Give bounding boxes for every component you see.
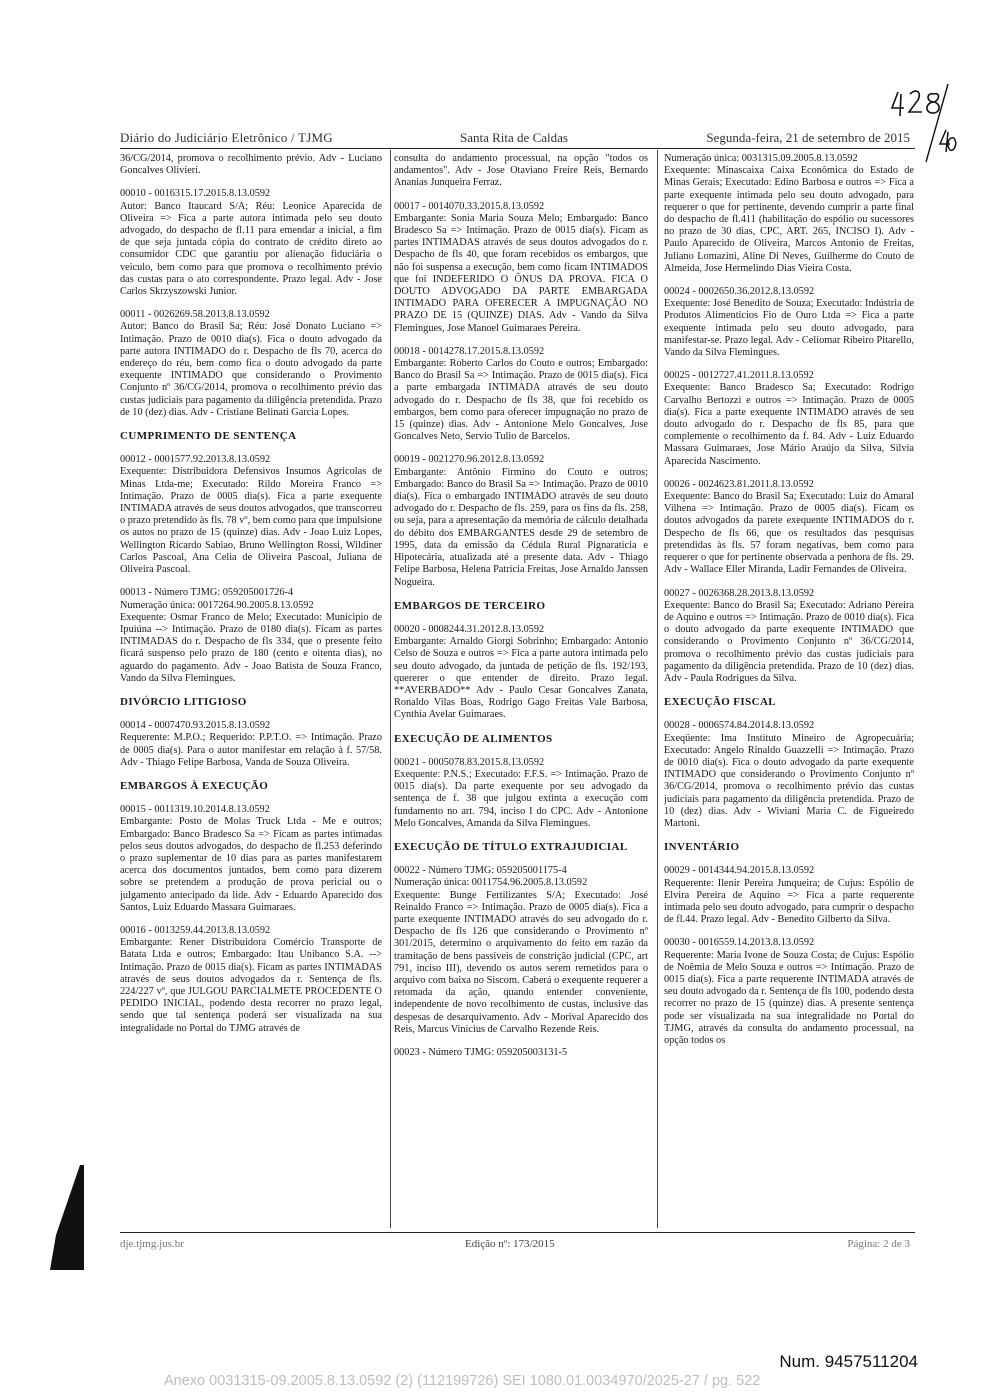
annex-reference: Anexo 0031315-09.2005.8.13.0592 (2) (112199726) SEI 1080.01.0034970/2025-27 / pg. 522 xyxy=(164,1373,761,1389)
notice-entry: 00028 - 0006574.84.2014.8.13.0592 Exeqüente: Ima Instituto Mineiro de Agropecuária; Executado: Angelo Rinaldo Guazzelli => Intimação. Prazo de 0010 dia(s). Fica o douto advogado da parte exequente INTIMADO que considerando o Provimento Conjunto nº 36/CG/2014, promova o recolhimento prévio das custas judiciais para pagamento da diligência pretendida. Prazo de 10 (dez) dias. Adv - Wiviani Maria C. de Figueiredo Martoni. xyxy=(664,720,914,829)
comarca-name: Santa Rita de Caldas xyxy=(460,130,568,145)
section-heading: INVENTÁRIO xyxy=(664,841,740,854)
column-divider xyxy=(390,150,391,1228)
section-heading: EXECUÇÃO DE TÍTULO EXTRAJUDICIAL xyxy=(394,840,628,853)
notice-entry: 00025 - 0012727.41.2011.8.13.0592 Exequente: Banco Bradesco Sa; Executado: Rodrigo Carvalho Bertozzi e outros => Intimação. Prazo de 0005 dia(s). Fica a parte exequente INTIMADO através de seu douto advogado do r. Despacho de fls 85, para que complemente o recolhimento da f. 84. Adv - Luiz Eduardo Massara Guimaraes, Jose Mário Araújo da Silva, Silvia Aparecida Nascimento. xyxy=(664,370,914,467)
notice-entry: 00018 - 0014278.17.2015.8.13.0592 Embargante: Roberto Carlos do Couto e outros; Embargado: Banco do Brasil Sa => Intimação. Prazo de 0015 dia(s). Fica a parte embargada INTIMADA através de seu douto advogado do r. Despacho de fls 38, que foi recebido os embargos, bem como para oferecer impugnação no prazo de 15 (quinze) dias. Adv - Antonione Melo Goncalves, Jose Goncalves Neto, Servio Tulio de Barcelos. xyxy=(394,345,648,443)
section-heading: EMBARGOS DE TERCEIRO xyxy=(394,599,546,612)
section-heading: CUMPRIMENTO DE SENTENÇA xyxy=(120,430,297,443)
notice-entry: 00010 - 0016315.17.2015.8.13.0592 Autor: Banco Itaucard S/A; Réu: Leonice Aparecida de Oliveira => Fica a parte autora intimada pelo seu douto advogado, do despacho de fl.11 para emendar a inicial, a fim de que seja juntada cópia do contrato de crédito direto ao consumidor CDC que garantiu por alienação fiduciária o veiculo, bem como para que promova o recolhimento prévio das custas para o ato correspondente. Prazo legal. Adv - Jose Carlos Skrzyszowski Junior. xyxy=(120,188,382,298)
notice-entry: 00012 - 0001577.92.2013.8.13.0592 Exequente: Distribuidora Defensivos Insumos Agricolas de Minas Ltda-me; Executado: Rildo Moreira Franco => Intimação. Prazo de 0005 dia(s). Fica a parte exequente INTIMADA através de seus doutos advogados, que transcorreu o prazo pretendido às fls. 78 vº, bem como para que impulsione os autos no prazo de 15 (quinze) dias. Adv - Joao Luiz Lopes, Wellington Ricardo Sabiao, Bruno Wellington Rossi, Wildiner Carlos Pascoal, Ana Celia de Oliveira Pascoal, Juliana de Oliveira Pascoal. xyxy=(120,454,382,576)
notice-entry: consulta do andamento processual, na opção "todos os andamentos". Adv - Jose Otaviano Freire Reis, Bernardo Ananias Junqueira Ferraz. xyxy=(394,153,648,189)
notice-entry: 00026 - 0024623.81.2011.8.13.0592 Exequente: Banco do Brasil Sa; Executado: Luiz do Amaral Vilhena => Intimação. Prazo de 0005 dia(s). Ficam os doutos advogados da parete exequente INTIMADOS do r. Despecho de fls 66, que os resultados das pesquisas pretendidas às fls. 57 foram negativas, bem como para requerer o que for pertinente observada a penhora de fls. 29. Adv - Wallace Eller Miranda, Ladir Fernandes de Oliveira. xyxy=(664,478,914,576)
notice-entry: 00014 - 0007470.93.2015.8.13.0592 Requerente: M.P.O.; Requerido: P.P.T.O. => Intimação. Prazo de 0005 dia(s). Para o autor manifestar em relação à f. 57/58. Adv - Thiago Felipe Barbosa, Vanda de Souza Oliveira. xyxy=(120,720,382,768)
scan-edge-mark xyxy=(50,1165,84,1270)
notice-entry: 00023 - Número TJMG: 059205003131-5 xyxy=(394,1047,568,1058)
notice-entry: 00027 - 0026368.28.2013.8.13.0592 Exequente: Banco do Brasil Sa; Executado: Adriano Pereira de Aquino e outros => Intimação. Prazo de 0010 dia(s). Fica o douto advogado da parte exequente INTIMADO que considerando o Provimento Conjunto nº 36/CG/2014, promova o recolhimento prévio das custas judiciais para pagamento da diligência pretendida. Prazo de 10 (dez) dias. Adv - Paula Rodrigues da Silva. xyxy=(664,587,914,684)
notice-entry: 00024 - 0002650.36.2012.8.13.0592 Exequente: José Benedito de Souza; Executado: Indústria de Produtos Alimentícios Fio de Ouro Ltda => Fica a parte exequente intimada pelo seu douto advogado, para manifestar-se. Prazo legal. Adv - Celiomar Ribeiro Pitarello, Vando da Silva Flemingues. xyxy=(664,286,914,359)
notice-entry: 00016 - 0013259.44.2013.8.13.0592 Embargante: Rener Distribuidora Comércio Transporte de Batata Ltda e outros; Embargado: Itau Unibanco S.A. --> Intimação. Prazo de 0015 dia(s). Ficam as partes INTIMADAS através de seus doutos advogados da r. Sentença de fls. 224/227 vº, que JULGOU PARCIALMETE PROCEDENTE O PEDIDO INICIAL, podendo desta recorrer no prazo legal, sendo que tal sentença poderá ser visualizada na sua integralidade no Portal do TJMG através de xyxy=(120,924,382,1034)
section-heading: EXECUÇÃO FISCAL xyxy=(664,696,777,709)
text-column-1 xyxy=(120,153,382,1228)
notice-entry: 00022 - Número TJMG: 059205001175-4 Numeração única: 0011754.96.2005.8.13.0592 Exequente: Bunge Fertilizantes S/A; Executado: José Reinaldo Franco => Intimação. Prazo de 0005 dia(s). Fica a parte exequente INTIMADO através do seu advogado do r. Despacho de fls 126 que considerando o Provimento nº 301/2015, determino o arquivamento do feito em razão da tramitação de bens passíveis de constrição judicial (CPC, art 791, inciso III), devendo os autos serem remetidos para o arquivo com baixa no Siscom. Caberá o exequente requerer a retomada da ação, quando entender conveniente, independente de novo recolhimento de custas, inclusive das despesas de desarquivamento. Adv - Morival Aparecido dos Reis, Marcus Vinicius de Carvalho Rezende Reis. xyxy=(394,865,648,1035)
text-column-3 xyxy=(664,153,914,1228)
page-number: Página: 2 de 3 xyxy=(847,1238,910,1250)
footer-rule xyxy=(120,1232,915,1233)
notice-entry: 00011 - 0026269.58.2013.8.13.0592 Autor: Banco do Brasil Sa; Réu: José Donato Luciano => Intimação. Prazo de 0010 dia(s). Fica o douto advogado da parte autora INTIMADO do r. Despacho de fls 70, acerca do endereço do réu, bem como fica o douto advogado da parte exequente INTIMADO que considerando o Provimento Conjunto nº 36/CG/2014, promova o recolhimento prévio das custas judiciais para pagamento da diligência pretendida. Prazo de 10 (dez) dias. Adv - Cristiane Belinati Garcia Lopes. xyxy=(120,309,382,418)
notice-entry: 00021 - 0005078.83.2015.8.13.0592 Exequente: P.N.S.; Executado: F.F.S. => Intimação. Prazo de 0015 dia(s). Da parte exequente por seu advogado da sentença de f. 38 que julgou extinta a execução com fundamento no art. 794, inciso I do CPC. Adv - Antonione Melo Goncalves, Amanda da Silva Flemingues. xyxy=(394,756,648,829)
notice-entry: 00015 - 0011319.10.2014.8.13.0592 Embargante: Posto de Molas Truck Ltda - Me e outros; Embargado: Banco Bradesco Sa => Ficam as partes intimadas pelos seus doutos advogados, do despacho de fl.253 deferindo o prazo suplementar de 10 dias para as partes manifestarem acerca dos documentos juntados, bem como para dizerem sobre se pretendem a produção de prova pericial ou o julgamento antecipado da lide. Adv - Eduardo Aparecido dos Santos, Luiz Eduardo Massara Guimaraes. xyxy=(120,804,382,913)
text-column-2 xyxy=(394,153,648,1228)
edition-number: Edição nº: 173/2015 xyxy=(465,1238,555,1250)
journal-title: Diário do Judiciário Eletrônico / TJMG xyxy=(120,130,333,145)
notice-entry: 00030 - 0016559.14.2013.8.13.0592 Requerente: Maria Ivone de Souza Costa; de Cujus: Espólio de Noêmia de Melo Souza e outros => Intimação. Prazo de 0015 dia(s). Fica a parte requerente INTIMADA através de seu douto advogado da r. Sentença de fls 100, podendo desta recorrer no prazo de 15 (quinze) dias. A presente sentença pode ser visualizada na sua integralidade no Portal do TJMG, através da consulta do andamento processual, na opção todos os xyxy=(664,937,914,1046)
notice-entry: 00013 - Número TJMG: 059205001726-4 Numeração única: 0017264.90.2005.8.13.0592 Exequente: Osmar Franco de Melo; Executado: Municipio de Ipuiúna --> Intimação. Prazo de 0180 dia(s). Ficam as partes INTIMADAS do r. Despacho de fls 334, que o presente feito ficará suspenso pelo prazo de 180 (cento e oitenta dias), no aguardo do pagamento. Adv - Joao Batista de Souza Franco, Vando da Silva Flemingues. xyxy=(120,587,382,684)
notice-entry: 36/CG/2014, promova o recolhimento prévio. Adv - Luciano Goncalves Olivieri. xyxy=(120,153,382,177)
notice-entry: 00019 - 0021270.96.2012.8.13.0592 Embargante: Antônio Firmino do Couto e outros; Embargado: Banco do Brasil Sa => Intimação. Prazo de 0010 dia(s). Fica o embargado INTIMADO através de seu douto advogado do r. Despacho de fls. 259, para os fins da fls. 258, ou seja, para a apresentação da memória de cálculo detalhada do débito dos EMBARGANTES desde 29 de setembro de 1995, data da emissão da Cédula Rural Pignaraticia e Hipotecária, atualizada até a presente data. Adv - Thiago Felipe Barbosa, Helena Patricia Freitas, Jose Arnaldo Janssen Nogueira. xyxy=(394,454,648,588)
notice-entry: 00029 - 0014344.94.2015.8.13.0592 Requerente: Ilenir Pereira Junqueira; de Cujus: Espólio de Elvira Pereira de Aquino => Fica a parte requerente intimada pelo seu douto advogado, para cumprir o despacho de fl.44. Prazo legal. Adv - Benedito Gilberto da Silva. xyxy=(664,865,914,926)
footer-website: dje.tjmg.jus.br xyxy=(120,1238,184,1250)
section-heading: EXECUÇÃO DE ALIMENTOS xyxy=(394,732,553,745)
publication-date: Segunda-feira, 21 de setembro de 2015 xyxy=(706,130,910,145)
section-heading: DIVÓRCIO LITIGIOSO xyxy=(120,695,247,708)
notice-entry: 00020 - 0008244.31.2012.8.13.0592 Embargante: Arnaldo Giorgi Sobrinho; Embargado: Antonio Celso de Souza e outros => Fica a parte autora intimada pelo seu douto advogado, da juntada de petição de fls. 192/193, quererer o que entender de direito. Prazo legal. **AVERBADO** Adv - Paulo Cesar Goncalves Zanata, Ronaldo Vilas Boas, Rodrigo Gago Freitas Vale Barbosa, Cynthia Avelar Guimaraes. xyxy=(394,623,648,721)
header-rule xyxy=(120,148,915,149)
column-divider xyxy=(657,150,658,1228)
document-number: Num. 9457511204 xyxy=(779,1352,918,1371)
notice-entry: 00017 - 0014070.33.2015.8.13.0592 Embargante: Sonia Maria Souza Melo; Embargado: Banco Bradesco Sa => Intimação. Prazo de 0015 dia(s). Ficam as partes INTIMADAS através de seus doutos advogados do r. Despacho de fls 40, que foram recebidos os embargos, que não foi suspensa a execução, bem como ficam INTIMADOS que foi INDEFERIDO O ÔNUS DA PROVA. FICA O DOUTO ADVOGADO DA PARTE EMBARGADA INTIMADO PARA OFERECER A IMPUGNAÇÃO NO PRAZO DE 15 (QUINZE) DIAS. Adv - Vando da Silva Flemingues, Jose Manoel Guimaraes Pereira. xyxy=(394,200,648,334)
notice-entry: Numeração única: 0031315.09.2005.8.13.0592 Exequente: Minascaixa Caixa Econômica do Estado de Minas Gerais; Executado: Edino Barbosa e outros => Fica a parte exequente intimada pelo seu douto advogado, para requerer o que for pertinente, devendo cumprir a parte final do despacho de fl.411 (habilitação do espólio ou sucessores no prazo de 30 dias, CPC, ART. 265, INCISO I). Adv - Paulo Aparecido de Oliveira, Marcos Antonio de Freitas, Juliano Lomazini, Aline Di Neves, Guilherme do Couto de Almeida, Jose Hermelindo Dias Vieira Costa. xyxy=(664,153,914,274)
section-heading: EMBARGOS À EXECUÇÃO xyxy=(120,779,269,792)
